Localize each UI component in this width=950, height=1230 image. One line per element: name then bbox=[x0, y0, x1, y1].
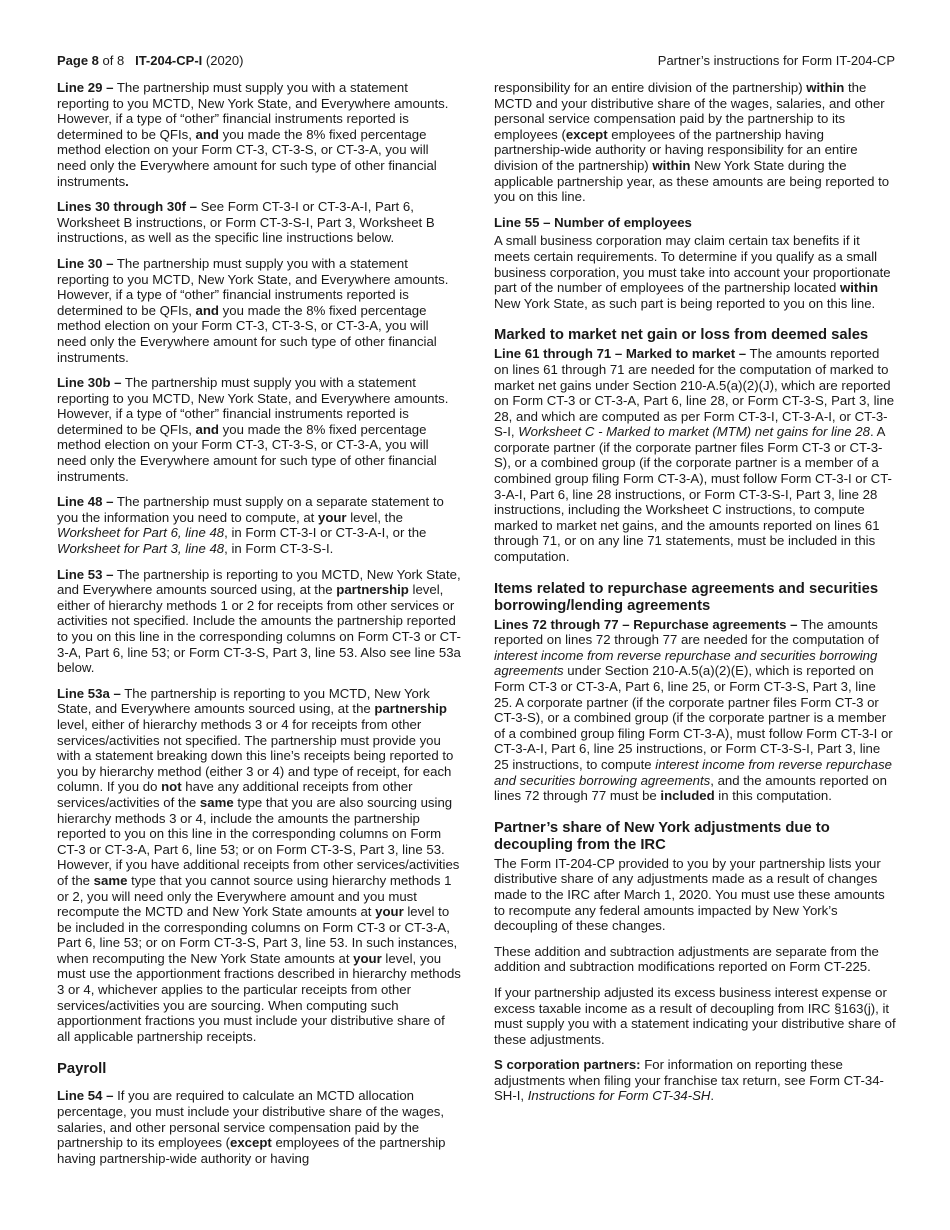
lines-72-77-text: The amounts reported on lines 72 through 77 are needed for the computation of bbox=[494, 616, 879, 648]
emphasis: included bbox=[660, 788, 715, 804]
lines-72-77-text: under Section 210-A.5(a)(2)(E), which is reported on Form CT-3 or CT-3-A, Part 6, line 25, or Form CT-3-S, Part 3, line 25. A corporate partner (if the corporate partner files Form CT-3 or CT-3-S), or a combined group (if the corporate partner is a member of a combined group filing Form CT-3-A), must follow Form CT-3-I or CT-3-A-I, Part 6, line 25 instructions, or Form CT-3-S-I, Part 3, line 25 instructions, to compute bbox=[494, 663, 893, 772]
page-header bbox=[57, 53, 895, 71]
line-53a-text: level to be included in the corresponding columns on Form CT-3 or CT-3-A, Part 6, line 53; or on Form CT-3-S, Part 3, line 53. In such instances, when recomputing the New York State amounts at bbox=[57, 904, 458, 966]
marked-to-market-heading: Marked to market net gain or loss from deemed sales bbox=[494, 327, 869, 344]
line-48-text: The partnership must supply on a separate statement to you the information you need to compute, at bbox=[57, 494, 444, 525]
line-48-label: Line 48 – bbox=[57, 494, 114, 510]
term-reference: interest income from reverse repurchase and securities borrowing agreements bbox=[494, 756, 893, 788]
line-48-text: , in Form CT-3-I or CT-3-A-I, or the bbox=[224, 525, 427, 541]
line-48-text: level, the bbox=[346, 509, 404, 525]
s-corporation-partners-paragraph bbox=[494, 1057, 896, 1104]
s-corporation-text: . bbox=[710, 1088, 715, 1104]
line-53-label: Line 53 – bbox=[57, 566, 114, 582]
line-48-paragraph bbox=[57, 494, 461, 556]
line-29-paragraph bbox=[57, 80, 461, 189]
line-54-text: responsibility for an entire division of the partnership) bbox=[494, 80, 807, 95]
lines-61-71-label: Line 61 through 71 – Marked to market – bbox=[494, 346, 747, 362]
emphasis: within bbox=[806, 80, 845, 95]
line-29-text: you made the 8% fixed percentage method election on your Form CT-3, CT-3-S, or CT-3-A, you will need only the Everywhere amount for such type of other financial instruments bbox=[57, 126, 437, 189]
form-year: (2020) bbox=[205, 53, 244, 68]
worksheet-reference: Worksheet for Part 6, line 48 bbox=[57, 525, 225, 541]
form-id: IT-204-CP-I bbox=[135, 53, 203, 68]
emphasis: except bbox=[565, 126, 608, 142]
lines-72-77-text: in this computation. bbox=[714, 788, 832, 804]
page-header-title: Partner’s instructions for Form IT-204-CP bbox=[657, 53, 895, 68]
line-53a-text: The partnership is reporting to you MCTD, New York State, and Everywhere amounts sourced using, at the bbox=[57, 685, 430, 717]
line-53a-text: have any additional receipts from other services/activities of the bbox=[57, 779, 413, 810]
line-30b-text: The partnership must supply you with a statement reporting to you MCTD, New York State, and Everywhere amounts. However, if a type of “other” financial instruments reported is determined to be QFIs, bbox=[57, 375, 449, 437]
term-reference: interest income from reverse repurchase and securities borrowing agreements bbox=[494, 647, 878, 679]
line-54-paragraph bbox=[57, 1088, 461, 1166]
decoupling-paragraph-3: If your partnership adjusted its excess business interest expense or excess taxable income as a result of decoupling from IRC §163(j), it must supply you with a statement indicating your distributive share of these adjustments. bbox=[494, 984, 896, 1047]
emphasis: not bbox=[161, 779, 182, 795]
line-54-text: If you are required to calculate an MCTD allocation percentage, you must include your distributive share of the wages, salaries, and other personal service compensation paid by the partnership to its employees ( bbox=[57, 1088, 445, 1151]
line-55-heading: Line 55 – Number of employees bbox=[494, 214, 692, 230]
right-column bbox=[494, 80, 896, 1114]
lines-61-71-paragraph bbox=[494, 346, 896, 564]
line-30-paragraph bbox=[57, 256, 461, 365]
repurchase-agreements-heading: Items related to repurchase agreements and securities borrowing/lending agreements bbox=[494, 580, 879, 614]
line-30-text: The partnership must supply you with a statement reporting to you MCTD, New York State, and Everywhere amounts. However, if a type of “other” financial instruments reported is determined to be QFIs, bbox=[57, 255, 449, 318]
lines-30-30f-text: See Form CT-3-I or CT-3-A-I, Part 6, Worksheet B instructions, or Form CT-3-S-I, Part 3, Worksheet B instructions, as well as the specific line instructions below. bbox=[57, 199, 435, 246]
line-54-label: Line 54 – bbox=[57, 1088, 114, 1104]
s-corporation-label: S corporation partners: bbox=[494, 1057, 641, 1073]
line-30-label: Line 30 – bbox=[57, 255, 114, 271]
emphasis: your bbox=[317, 509, 347, 525]
emphasis: except bbox=[229, 1135, 272, 1151]
lines-30-30f-label: Lines 30 through 30f – bbox=[57, 199, 197, 215]
lines-72-77-label: Lines 72 through 77 – Repurchase agreements – bbox=[494, 616, 798, 632]
line-53a-text: type that you are also sourcing using hierarchy methods 3 or 4, include the amounts the partnership reported to you on this line in the corresponding columns on Form CT-3 or CT-3-A, Part 6, line 53; or on Form CT-3-S, Part 3, line 53. However, if you have additional receipts from other services/activities of the bbox=[57, 794, 460, 888]
line-48-text: , in Form CT-3-S-I. bbox=[224, 541, 334, 557]
emphasis: within bbox=[840, 280, 879, 296]
line-55-text: New York State, as such part is being reported to you on this line. bbox=[494, 295, 876, 311]
line-54-text: the MCTD and your distributive share of the wages, salaries, and other personal service compensation paid by the partnership to its employees ( bbox=[494, 80, 885, 142]
page-number: Page 8 bbox=[57, 53, 99, 68]
emphasis: partnership bbox=[374, 701, 447, 717]
line-54-continued-paragraph bbox=[494, 80, 896, 205]
lines-72-77-text: , and the amounts reported on lines 72 through 77 must be bbox=[494, 772, 887, 804]
line-29-label: Line 29 – bbox=[57, 80, 114, 95]
line-53-text: level, either of hierarchy methods 1 or 2 for receipts from other services or activities not specified. Include the amounts the partnership reported to you on this line in the corresponding columns on Form CT-3 or CT-3-A, Part 6, line 53; or Form CT-3-S, Part 3, line 53. Also see line 53a below. bbox=[57, 582, 461, 676]
line-30b-paragraph bbox=[57, 375, 461, 484]
worksheet-reference: Worksheet C - Marked to market (MTM) net gains for line 28 bbox=[518, 424, 870, 440]
decoupling-adjustments-heading: Partner’s share of New York adjustments due to decoupling from the IRC bbox=[494, 819, 830, 853]
line-54-text: employees of the partnership having partnership-wide authority or having bbox=[57, 1135, 446, 1166]
emphasis: and bbox=[195, 302, 219, 318]
lines-72-77-paragraph bbox=[494, 617, 896, 804]
emphasis: your bbox=[353, 950, 382, 966]
left-column bbox=[57, 80, 461, 1176]
lines-30-30f-paragraph bbox=[57, 199, 461, 246]
line-29-text: The partnership must supply you with a statement reporting to you MCTD, New York State, and Everywhere amounts. However, if a type of “other” financial instruments reported is determined to be QFIs, bbox=[57, 80, 449, 142]
line-30-text: you made the 8% fixed percentage method election on your Form CT-3, CT-3-S, or CT-3-A, you will need only the Everywhere amount for such type of other financial instruments. bbox=[57, 302, 437, 365]
line-53a-text: type that you cannot source using hierarchy methods 1 or 2, you will need only the Everywhere amount and you must recompute the MCTD and New York State amounts at bbox=[57, 872, 452, 920]
line-53a-text: level, you must use the apportionment fractions described in hierarchy methods 3 or 4, whichever applies to the particular receipts from other services/activities you are sourcing. When computing such apportionment fractions you must include your distributive share of all applicable partnership receipts. bbox=[57, 950, 461, 1044]
line-53-paragraph bbox=[57, 567, 461, 676]
page-of: of 8 bbox=[102, 53, 125, 68]
decoupling-paragraph-2: These addition and subtraction adjustments are separate from the addition and subtraction modifications reported on Form CT-225. bbox=[494, 943, 879, 975]
page-header-left bbox=[57, 53, 243, 68]
emphasis: and bbox=[195, 421, 219, 437]
lines-61-71-text: The amounts reported on lines 61 through 71 are needed for the computation of marked to market net gains under Section 210-A.5(a)(2)(J), which are reported on Form CT-3 or CT-3-A, Part 6, line 28, or Form CT-3-S, Part 3, line 28, and which are computed as per Form CT-3-I, CT-3-A-I, or CT-3-S-I, bbox=[494, 346, 895, 440]
lines-61-71-text: . A corporate partner (if the corporate partner files Form CT-3 or CT-3-S), or a combined group (if the corporate partner is a member of a combined group filing Form CT-3-A), must follow Form CT-3-I or CT-3-A-I, Part 6, line 28 instructions, or Form CT-3-S-I, Part 3, line 28 instructions, including the Worksheet C instructions, to compute marked to market net gains, and the amounts reported on lines 61 through 71, or on any line 71 statements, must be included in this computation. bbox=[494, 424, 892, 565]
s-corporation-text: For information on reporting these adjustments when filing your franchise tax return, see Form CT-34-SH-I, bbox=[494, 1057, 884, 1104]
worksheet-reference: Worksheet for Part 3, line 48 bbox=[57, 541, 225, 557]
emphasis: within bbox=[652, 157, 691, 173]
emphasis: . bbox=[125, 173, 129, 189]
emphasis: same bbox=[93, 872, 128, 888]
line-53-text: The partnership is reporting to you MCTD, New York State, and Everywhere amounts sourced using, at the bbox=[57, 566, 461, 598]
line-55-paragraph bbox=[494, 233, 896, 311]
emphasis: your bbox=[375, 904, 404, 920]
line-53a-text: level, either of hierarchy methods 3 or 4 for receipts from other services/activities not specified. The partnership must provide you with a statement breaking down this line’s receipts being reported to you by hierarchy method (either 3 or 4) and type of receipt, for each column. If you do bbox=[57, 716, 454, 795]
line-55-text: A small business corporation may claim certain tax benefits if it meets certain requirements. To determine if you qualify as a small business corporation, you must take into account your proportionate part of the number of employees of the partnership located bbox=[494, 233, 891, 296]
line-53a-paragraph bbox=[57, 686, 461, 1045]
emphasis: partnership bbox=[336, 582, 409, 598]
emphasis: and bbox=[195, 126, 219, 142]
decoupling-paragraph-1: The Form IT-204-CP provided to you by your partnership lists your distributive share of any adjustments made as a result of changes made to the IRC after March 1, 2020. You must use these amounts to recompute any federal amounts impacted by New York’s decoupling of these changes. bbox=[494, 855, 885, 934]
payroll-heading: Payroll bbox=[57, 1061, 107, 1078]
emphasis: same bbox=[199, 794, 234, 810]
instructions-reference: Instructions for Form CT-34-SH bbox=[527, 1088, 711, 1104]
line-54-text: New York State during the applicable partnership year, as these amounts are being reported to you on this line. bbox=[494, 157, 890, 205]
line-30b-text: you made the 8% fixed percentage method election on your Form CT-3, CT-3-S, or CT-3-A, you will need only the Everywhere amount for such type of other financial instruments. bbox=[57, 421, 437, 484]
line-53a-label: Line 53a – bbox=[57, 685, 121, 701]
line-54-text: employees of the partnership having partnership-wide authority or having responsibility for an entire division of the partnership) bbox=[494, 126, 858, 173]
line-30b-label: Line 30b – bbox=[57, 375, 122, 391]
